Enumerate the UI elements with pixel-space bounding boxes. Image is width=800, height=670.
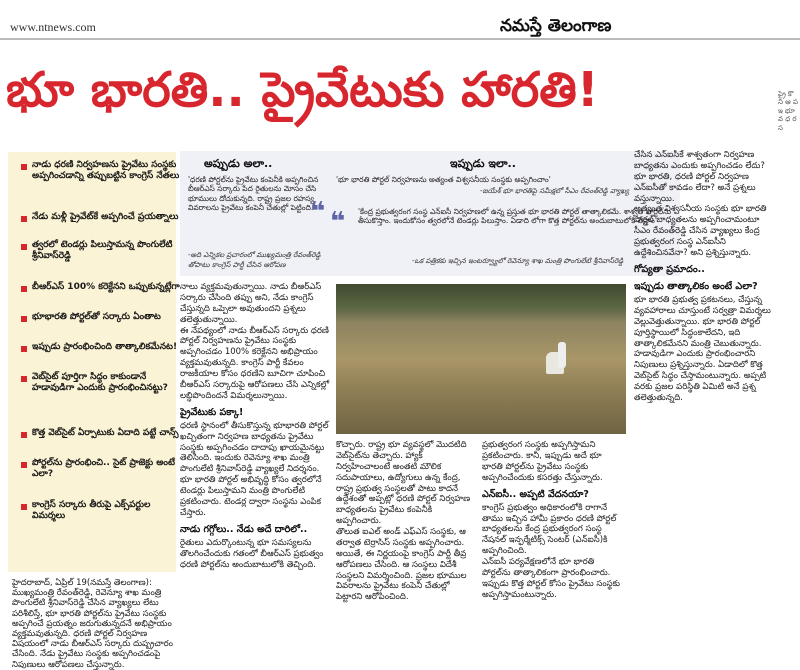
paragraph: ప్రభుత్వరంగ సంస్థకు అప్పగిస్తామని ప్రకటించారు. కానీ, ఇప్పుడు అదే భూ భారతి పోర్టల్‌ను ప్రైవేటు సంస్థకు అప్పగించేందుకు కసరత్తు చేస్తున్నారు. — [482, 440, 603, 483]
then-label: అప్పుడు అలా.. — [204, 157, 273, 170]
paragraph: ఎన్‌ఐసీ పర్యవేక్షణలోనే భూ భారతి పోర్టల్‌ను తాత్కాలికంగా ప్రారంభించారు. ఇప్పుడు కొత్త పోర్టల్ కోసం ప్రైవేటు సంస్థకు అప్పగిస్తామంటున్నారు. — [482, 557, 620, 600]
highlight-item: ఇప్పుడు ప్రారంభించింది తాత్కాలికమేనట! — [32, 342, 182, 353]
paragraph: తొలుత ఐఎల్ అండ్ ఎఫ్‌ఎస్ సంస్థకు, ఆ తర్వాత టెర్రాసిస్ సంస్థకు అప్పగించారు. అయితే, ఈ నిర్ణయంపై కాంగ్రెస్ పార్టీ తీవ్ర ఆరోపణలు చేసింది. ఆ సంస్థలు విదేశీ సంస్థలని విమర్శించింది. ప్రజల భూముల వివరాలను ప్రైవేటు కంపెనీ చేతుల్లో పెట్టారని ఆరోపించింది. — [336, 527, 467, 603]
paragraph: కాంగ్రెస్ ప్రభుత్వం అధికారంలోకి రాగానే తాము ఇచ్చిన హామీ ప్రకారం ధరణి పోర్టల్ బాధ్యతలను కేంద్ర ప్రభుత్వరంగ సంస్థ నేషనల్ ఇన్ఫర్మేటిక్స్ సెంటర్ (ఎన్‌ఐసీ)కి అప్పగించింది. — [482, 502, 617, 557]
highlight-item: నేడు మళ్లీ ప్రైవేట్‌కే అప్పగించే ప్రయత్నాలు — [32, 212, 182, 223]
now-quote: 'భూ భారతి పోర్టల్ నిర్వహణను అత్యంత విశ్వసనీయ సంస్థకు అప్పగించాం' — [336, 175, 551, 184]
article-column-3 — [482, 440, 624, 634]
site-url: www.ntnews.com — [10, 20, 96, 34]
subheading: నాడు గగ్గోలు.. నేడు అదే దారిలో.. — [180, 523, 308, 535]
paragraph: రైతులు ఎదుర్కొంటున్న భూ సమస్యలను తొలగించేందుకు గతంలో బీఆర్‌ఎస్ ప్రభుత్వం ధరణి పోర్టల్‌ను అందుబాటులోకి తెచ్చింది. — [180, 537, 324, 570]
adjacent-article-edge: ప్రై కొ ని ఆ ప ఇ భూ వ ధ ర స — [778, 90, 798, 132]
paragraph: హడావుడిగా ఎందుకు ప్రారంభించారని నిపుణులు ప్రశ్నిస్తున్నారు. ఏడాదిలో కొత్త వెబ్‌సైట్ సిద్ధం చేస్తామంటున్నారు. అప్పటి వరకు ప్రజల పరిస్థితి ఏమిటి అనే ప్రశ్న తలెత్తుతున్నది. — [634, 349, 767, 403]
article-column-4 — [634, 150, 774, 634]
highlight-item: పోర్టల్‌ను ప్రారంభించి.. సైట్ ప్రాజెక్టు అంటే ఎలా? — [32, 458, 182, 481]
paragraph: చేసిన ఎన్‌ఐసీకే శాశ్వతంగా నిర్వహణ బాధ్యతను ఎందుకు అప్పగించడం లేదు? భూ భారతి, ధరణి పోర్టల్ నిర్వహణ ఎన్‌ఐసీతో కావడం లేదా? అనే ప్రశ్నలు వస్తున్నాయి. — [634, 150, 765, 204]
headline: భూ భారతి.. ప్రైవేటుకు హారతి! — [6, 62, 599, 118]
now-signature: -జయేశ్ భూ భారతిపై సమీక్షలో సీఎం రేవంత్‌రెడ్డి వ్యాఖ్య — [480, 187, 629, 195]
dateline-story: హైదరాబాద్, ఏప్రిల్ 19(నమస్తే తెలంగాణ): ముఖ్యమంత్రి రేవంత్‌రెడ్డి, రెవెన్యూ శాఖ మంత్రి పొంగులేటి శ్రీనివాస్‌రెడ్డి చేసిన వ్యాఖ్యలు లేటు పరిశీలిస్తే, భూ భారతి పోర్టల్‌ను ప్రైవేటు సంస్థకు అప్పగించే ప్రయత్నం జరుగుతున్నదనే అభిప్రాయం వ్యక్తమవుతున్నది. ధరణి పోర్టల్ నిర్వహణ విషయంలో నాడు బీఆర్‌ఎస్ సర్కారు దుష్ప్రచారం చేసింది. నేడు ప్రైవేటు సంస్థకు అప్పగించడంపై నిపుణులు ఆరోపణలు చేస్తున్నారు. — [12, 578, 173, 670]
article-column-2 — [336, 440, 476, 634]
subheading: ఇప్పుడు తాత్కాలికం అంటే ఎలా? — [634, 280, 758, 292]
field-photo — [336, 284, 626, 434]
quote-icon: ❝ — [330, 207, 346, 237]
photo-person — [558, 342, 566, 368]
photo-trees — [336, 284, 626, 322]
highlight-item: కాంగ్రెస్ సర్కారు తీరుపై ఎక్స్‌పర్టుల విమర్శలు — [32, 500, 182, 523]
newspaper-name: నమస్తే తెలంగాణ — [500, 16, 612, 36]
paragraph: అత్యంత విశ్వసనీయ సంస్థకు భూ భారతి పోర్టల్ బాధ్యతలను అప్పగించామంటూ సీఎం రేవంత్‌రెడ్డి చేసిన వ్యాఖ్యలు కేంద్ర ప్రభుత్వరంగ సంస్థ ఎన్‌ఐసీని ఉద్దేశించినవేనా? అని ప్రశ్నిస్తున్నారు. — [634, 204, 767, 258]
then-signature: -అది ఎన్నికల ప్రచారంలో ముఖ్యమంత్రి రేవంత్‌రెడ్డి తోపాటు కాంగ్రెస్ పార్టీ చేసిన ఆరోపణ — [188, 251, 321, 269]
paragraph: ధరణి స్థానంలో తీసుకొస్తున్న భూభారతి పోర్టల్ ఖచ్చితంగా నిర్వహణ బాధ్యతను ప్రైవేటు సంస్థకు అప్పగించడం దాదాపు ఖాయమైనట్టు తెలిసింది. ఇందుకు రెవెన్యూ శాఖ మంత్రి పొంగులేటి శ్రీనివాస్‌రెడ్డి వ్యాఖ్యలే నిదర్శనం. — [180, 420, 329, 475]
then-now-box — [180, 151, 680, 276]
highlights-panel — [8, 152, 180, 572]
masthead-divider — [0, 38, 800, 40]
paragraph: ఈ నేపథ్యంలో నాడు బీఆర్‌ఎస్ సర్కారు ధరణి పోర్టల్ నిర్వహణను ప్రైవేటు సంస్థకు అప్పగించడం 100% కరెక్టేనని అభిప్రాయం వ్యక్తమవుతున్నది. కాంగ్రెస్ పార్టీ కేవలం రాజకీయాల కోసం ధరణిని బూచిగా చూపించి బీఆర్‌ఎస్ సర్కారుపై ఆరోపణలు చేసి ఎన్నికల్లో లబ్ధిపొందిందనే విమర్శలున్నాయి. — [180, 325, 330, 401]
now-label: ఇప్పుడు ఇలా.. — [450, 157, 516, 170]
subheading: ప్రైవేటుకు పక్కా! — [180, 406, 244, 418]
highlight-item: వెబ్‌సైట్ పూర్తిగా సిద్ధం కాకుండానే హడావుడిగా ఎందుకు ప్రారంభించినట్టు? — [32, 372, 182, 395]
paragraph: భూ భారతి ప్రభుత్వ ప్రకటనలు, చేస్తున్న వ్యవహారాలు చూస్తుంటే సర్వత్రా విమర్శలు వెల్లువెత్తుతున్నాయి. భూ భారతి పోర్టల్ పూర్తిస్థాయిలో సిద్ధంకాలేదని, ఇది తాత్కాలికమేనని మంత్రి చెబుతున్నారు. — [634, 295, 771, 349]
highlight-item: భూభారతి పోర్టల్‌తో సర్కారు ఏంతాట — [32, 312, 182, 323]
paragraph: నాలు వ్యక్తమవుతున్నాయి. నాడు బీఆర్‌ఎస్ సర్కారు చేసింది తప్పు అని, నేడు కాంగ్రెస్ చేస్తున్నది ఒప్పెలా అవుతుందని ప్రశ్నలు తలెత్తుతున్నాయి. — [180, 282, 322, 325]
paragraph: కొచ్చారు. రాష్ట్ర భూ వ్యవస్థలో మొదటిది వెబ్‌సైట్‌ను తెచ్చారు. హ్యాక్ నిర్వహించాలంటే అంతటి మౌలిక సదుపాయాలు, ఉద్యోగులు ఉన్న కేంద్ర, రాష్ట్ర ప్రభుత్వ సంస్థలతో పాటు కాదనే ఉద్దేశంతో అప్పట్లో ధరణి పోర్టల్ నిర్వహణ బాధ్యతలను ప్రైవేటు కంపెనీకి అప్పగించారు. — [336, 440, 471, 527]
now-quote-2: 'కేంద్ర ప్రభుత్వరంగ సంస్థ ఎన్‌ఐసీ నిర్వహణలో ఉన్న ప్రస్తుత భూ భారతి పోర్టల్ తాత్కాలికమే. శాశ్వత పోర్టల్‌ను తీసుకొస్తాం. ఇందుకోసం త్వరలోనే టెండర్లు పిలుస్తాం. ఏడాది లోగా కొత్త పోర్టల్‌ను అందుబాటులోకి తెస్తాం' — [358, 207, 672, 226]
highlight-item: బీఆర్‌ఎస్ 100% కరెక్టేనని ఒప్పుకున్నట్లేగా — [32, 282, 182, 293]
paragraph: భూ భారతి పోర్టల్ అభివృద్ధి కోసం త్వరలోనే టెండర్లు పిలుస్తామని మంత్రి పొంగులేటి ప్రకటించారు. టెండర్ల ద్వారా సంస్థను ఎంపిక చేస్తారు. — [180, 475, 322, 518]
subheading: గోప్యతా ప్రమాదం.. — [634, 263, 705, 275]
subheading: ఎన్‌ఐసీ.. అప్పటి వేదనయా? — [482, 488, 589, 500]
article-column-1 — [180, 282, 330, 634]
quote-icon: ❝ — [310, 197, 326, 227]
highlight-item: నాడు ధరణి నిర్వహణను ప్రైవేటు సంస్థకు అప్పగించడాన్ని తప్పుబట్టిన కాంగ్రెస్ నేతలు — [32, 160, 182, 183]
then-quote: 'ధరణి పోర్టల్‌ను ప్రైవేటు కంపెనీకి అప్పగించిన బీఆర్‌ఎస్ సర్కారు పేద రైతులను మోసం చేసి భూములు దోచుకున్నది. రాష్ట్ర ప్రజల రహస్య వివరాలను ప్రైవేటు కంపెనీ చేతుల్లో పెట్టింది.' — [188, 175, 319, 213]
highlight-item: త్వరలో టెండర్లు పిలుస్తామన్న పొంగులేటి శ్రీనివాస్‌రెడ్డి — [32, 240, 182, 263]
now-signature-2: -ఒక పత్రికకు ఇచ్చిన ఇంటర్వ్యూలో రెవెన్యూ శాఖ మంత్రి పొంగులేటి శ్రీనివాస్‌రెడ్డి — [412, 257, 624, 265]
highlight-item: కొత్త వెబ్‌సైట్ ఏర్పాటుకు ఏదాది పట్టే చాన్స్ — [32, 428, 182, 439]
